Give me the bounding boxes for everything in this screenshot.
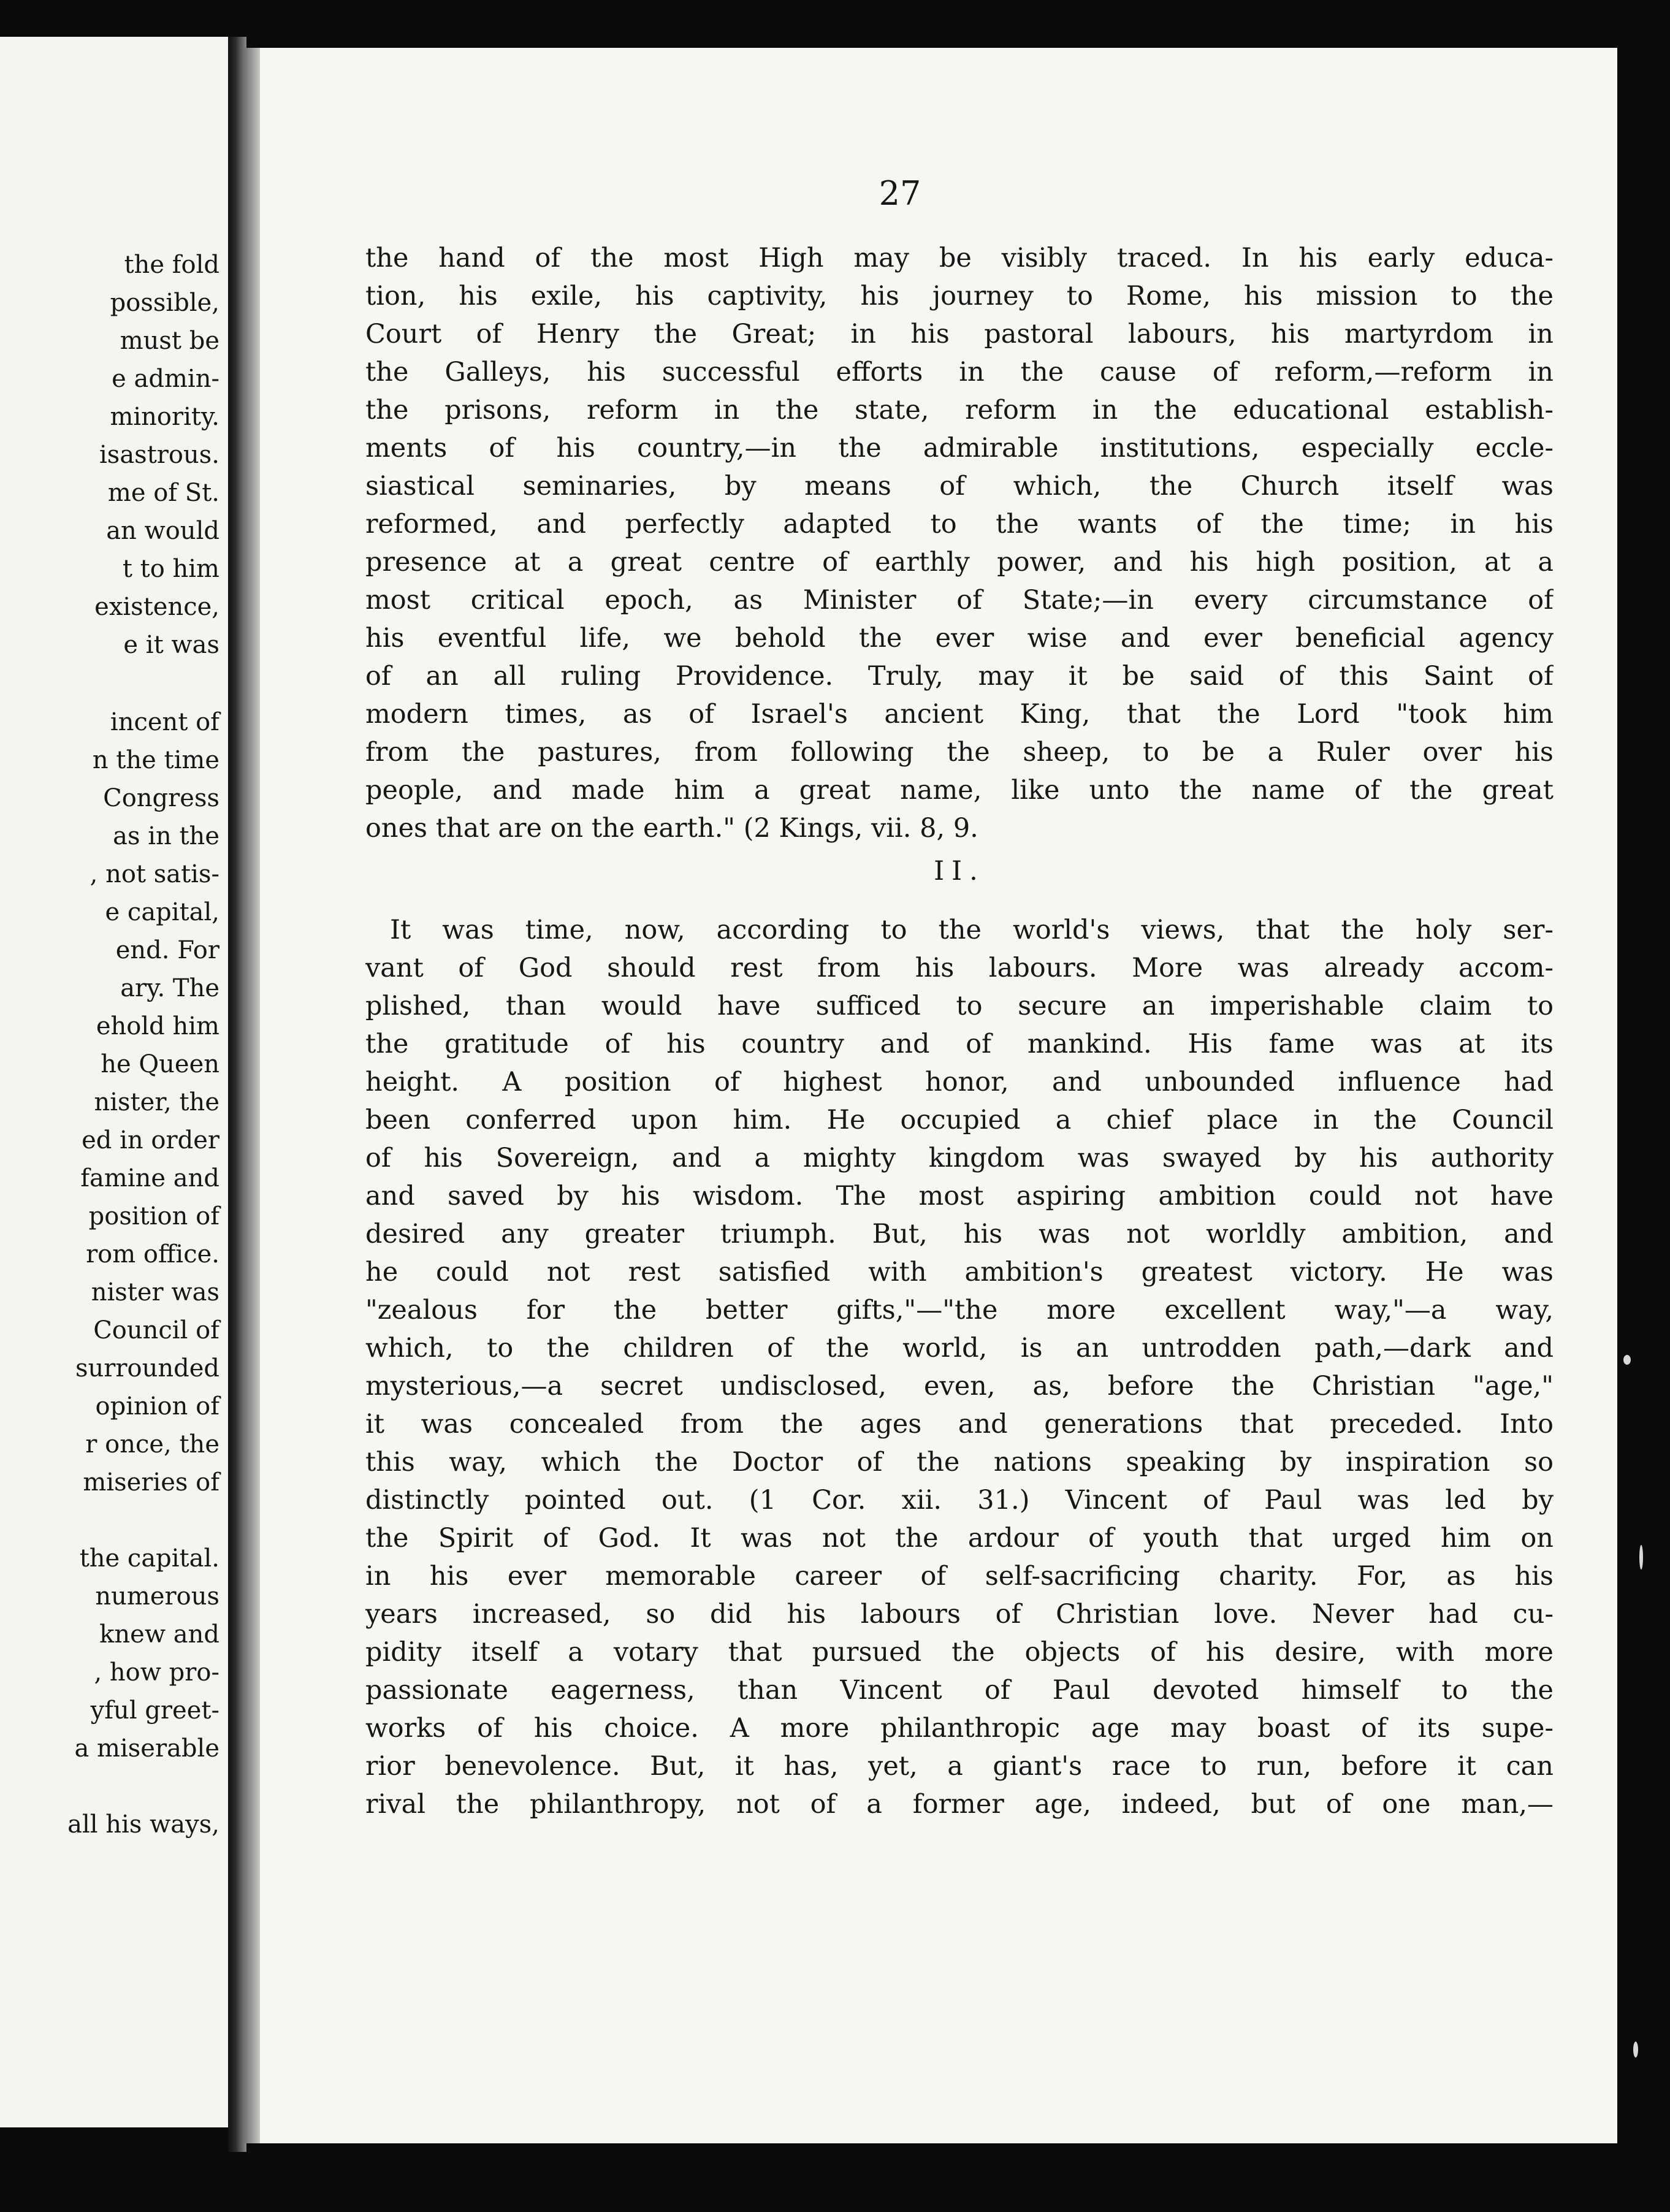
paragraph-2-line: in his ever memorable career of self-sacrificing charity. For, as his (365, 1561, 1554, 1592)
paragraph-1-line: tion, his exile, his captivity, his journey to Rome, his mission to the (365, 281, 1554, 311)
left-page-line: possible, (110, 289, 219, 317)
left-page-line: e it was (123, 631, 219, 659)
left-page-line: the fold (124, 251, 219, 279)
left-page-line: knew and (99, 1620, 219, 1649)
left-page-line: the capital. (79, 1544, 219, 1573)
paragraph-2-line: the Spirit of God. It was not the ardour of youth that urged him on (365, 1523, 1554, 1554)
paragraph-2-line: which, to the children of the world, is an untrodden path,—dark and (365, 1333, 1554, 1363)
paragraph-1-line: Court of Henry the Great; in his pastoral labours, his martyrdom in (365, 319, 1554, 349)
paragraph-1-line: reformed, and perfectly adapted to the wants of the time; in his (365, 509, 1554, 540)
paragraph-2-line: it was concealed from the ages and generations that preceded. Into (365, 1409, 1554, 1440)
left-page-line: miseries of (83, 1468, 219, 1497)
left-page-line: isastrous. (99, 441, 219, 469)
paragraph-1-line: people, and made him a great name, like unto the name of the great (365, 775, 1554, 806)
left-page-line: ehold him (96, 1012, 219, 1040)
paragraph-1-line: the hand of the most High may be visibly traced. In his early educa- (365, 243, 1554, 273)
paragraph-2-line: been conferred upon him. He occupied a chief place in the Council (365, 1105, 1554, 1135)
paragraph-2-line: years increased, so did his labours of Christian love. Never had cu- (365, 1599, 1554, 1630)
left-page (0, 37, 228, 2127)
page-number: 27 (879, 174, 921, 213)
scan-speck (1623, 1355, 1631, 1365)
left-page-line: ary. The (120, 974, 219, 1002)
paragraph-1-line: presence at a great centre of earthly power, and his high position, at a (365, 547, 1554, 578)
left-page-line: nister was (91, 1278, 219, 1306)
left-page-line: t to him (122, 555, 219, 583)
left-page-line: r once, the (85, 1430, 219, 1459)
paragraph-2-line: and saved by his wisdom. The most aspiring ambition could not have (365, 1181, 1554, 1211)
scan-noise (1617, 0, 1670, 2212)
paragraph-1-line: the Galleys, his successful efforts in the cause of reform,—reform in (365, 357, 1554, 387)
scan-speck (1633, 2042, 1638, 2058)
left-page-line: all his ways, (67, 1810, 219, 1839)
paragraph-2-line: rival the philanthropy, not of a former age, indeed, but of one man,— (365, 1789, 1554, 1820)
paragraph-1-line: from the pastures, from following the sheep, to be a Ruler over his (365, 737, 1554, 768)
left-page-line: incent of (110, 708, 219, 736)
paragraph-1-line: of an all ruling Providence. Truly, may it be said of this Saint of (365, 661, 1554, 692)
paragraph-2-line: of his Sovereign, and a mighty kingdom was swayed by his authority (365, 1143, 1554, 1173)
paragraph-2-line: works of his choice. A more philanthropic age may boast of its supe- (365, 1713, 1554, 1744)
paragraph-2-line: vant of God should rest from his labours. More was already accom- (365, 953, 1554, 983)
paragraph-1-line: ones that are on the earth." (2 Kings, vii. 8, 9. (365, 813, 978, 844)
left-page-line: Congress (103, 784, 219, 812)
left-page-line: yful greet- (90, 1696, 219, 1725)
paragraph-2-line: plished, than would have sufficed to secure an imperishable claim to (365, 991, 1554, 1021)
left-page-line: opinion of (95, 1392, 219, 1421)
left-page-line: a miserable (74, 1734, 219, 1763)
left-page-line: must be (120, 327, 219, 355)
paragraph-2-line: mysterious,—a secret undisclosed, even, as, before the Christian "age," (365, 1371, 1554, 1402)
left-page-line: numerous (95, 1582, 219, 1611)
paragraph-2-line: "zealous for the better gifts,"—"the more excellent way,"—a way, (365, 1295, 1554, 1325)
left-page-line: rom office. (86, 1240, 219, 1268)
left-page-line: he Queen (101, 1050, 219, 1078)
left-page-line: n the time (92, 746, 219, 774)
left-page-line: , how pro- (94, 1658, 219, 1687)
left-page-line: an would (106, 517, 219, 545)
paragraph-2-line: the gratitude of his country and of mankind. His fame was at its (365, 1029, 1554, 1059)
left-page-line: end. For (115, 936, 219, 964)
scan-speck (1639, 1545, 1643, 1569)
section-heading: II. (934, 856, 985, 887)
paragraph-2-line: he could not rest satisfied with ambition's greatest victory. He was (365, 1257, 1554, 1287)
paragraph-1-line: the prisons, reform in the state, reform in the educational establish- (365, 395, 1554, 425)
paragraph-1-line: ments of his country,—in the admirable institutions, especially eccle- (365, 433, 1554, 463)
paragraph-2-line: It was time, now, according to the world's views, that the holy ser- (390, 915, 1554, 945)
left-page-line: e admin- (112, 365, 219, 393)
body-text (365, 239, 1554, 1823)
paragraph-1-line: most critical epoch, as Minister of State;—in every circumstance of (365, 585, 1554, 616)
paragraph-2-line: pidity itself a votary that pursued the objects of his desire, with more (365, 1637, 1554, 1668)
paragraph-2-line: rior benevolence. But, it has, yet, a giant's race to run, before it can (365, 1751, 1554, 1782)
page-spine-edge (244, 48, 260, 2143)
left-page-line: famine and (80, 1164, 219, 1192)
left-page-line: e capital, (105, 898, 219, 926)
left-page-line: nister, the (94, 1088, 219, 1116)
paragraph-1-line: modern times, as of Israel's ancient King, that the Lord "took him (365, 699, 1554, 730)
paragraph-2-line: height. A position of highest honor, and unbounded influence had (365, 1067, 1554, 1097)
left-page-line: existence, (94, 593, 219, 621)
left-page-line: minority. (110, 403, 219, 431)
left-page-line: position of (88, 1202, 219, 1230)
paragraph-2-line: passionate eagerness, than Vincent of Paul devoted himself to the (365, 1675, 1554, 1706)
paragraph-2-line: desired any greater triumph. But, his was not worldly ambition, and (365, 1219, 1554, 1249)
left-page-line: me of St. (107, 479, 219, 507)
paragraph-2-line: distinctly pointed out. (1 Cor. xii. 31.) Vincent of Paul was led by (365, 1485, 1554, 1516)
paragraph-2-line: this way, which the Doctor of the nations speaking by inspiration so (365, 1447, 1554, 1478)
left-page-line: ed in order (82, 1126, 219, 1154)
left-page-line: , not satis- (90, 860, 219, 888)
left-page-line: surrounded (75, 1354, 219, 1382)
left-page-line: Council of (93, 1316, 219, 1344)
right-page (244, 48, 1617, 2143)
paragraph-1-line: his eventful life, we behold the ever wise and ever beneficial agency (365, 623, 1554, 654)
left-page-line: as in the (113, 822, 219, 850)
paragraph-1-line: siastical seminaries, by means of which, the Church itself was (365, 471, 1554, 502)
